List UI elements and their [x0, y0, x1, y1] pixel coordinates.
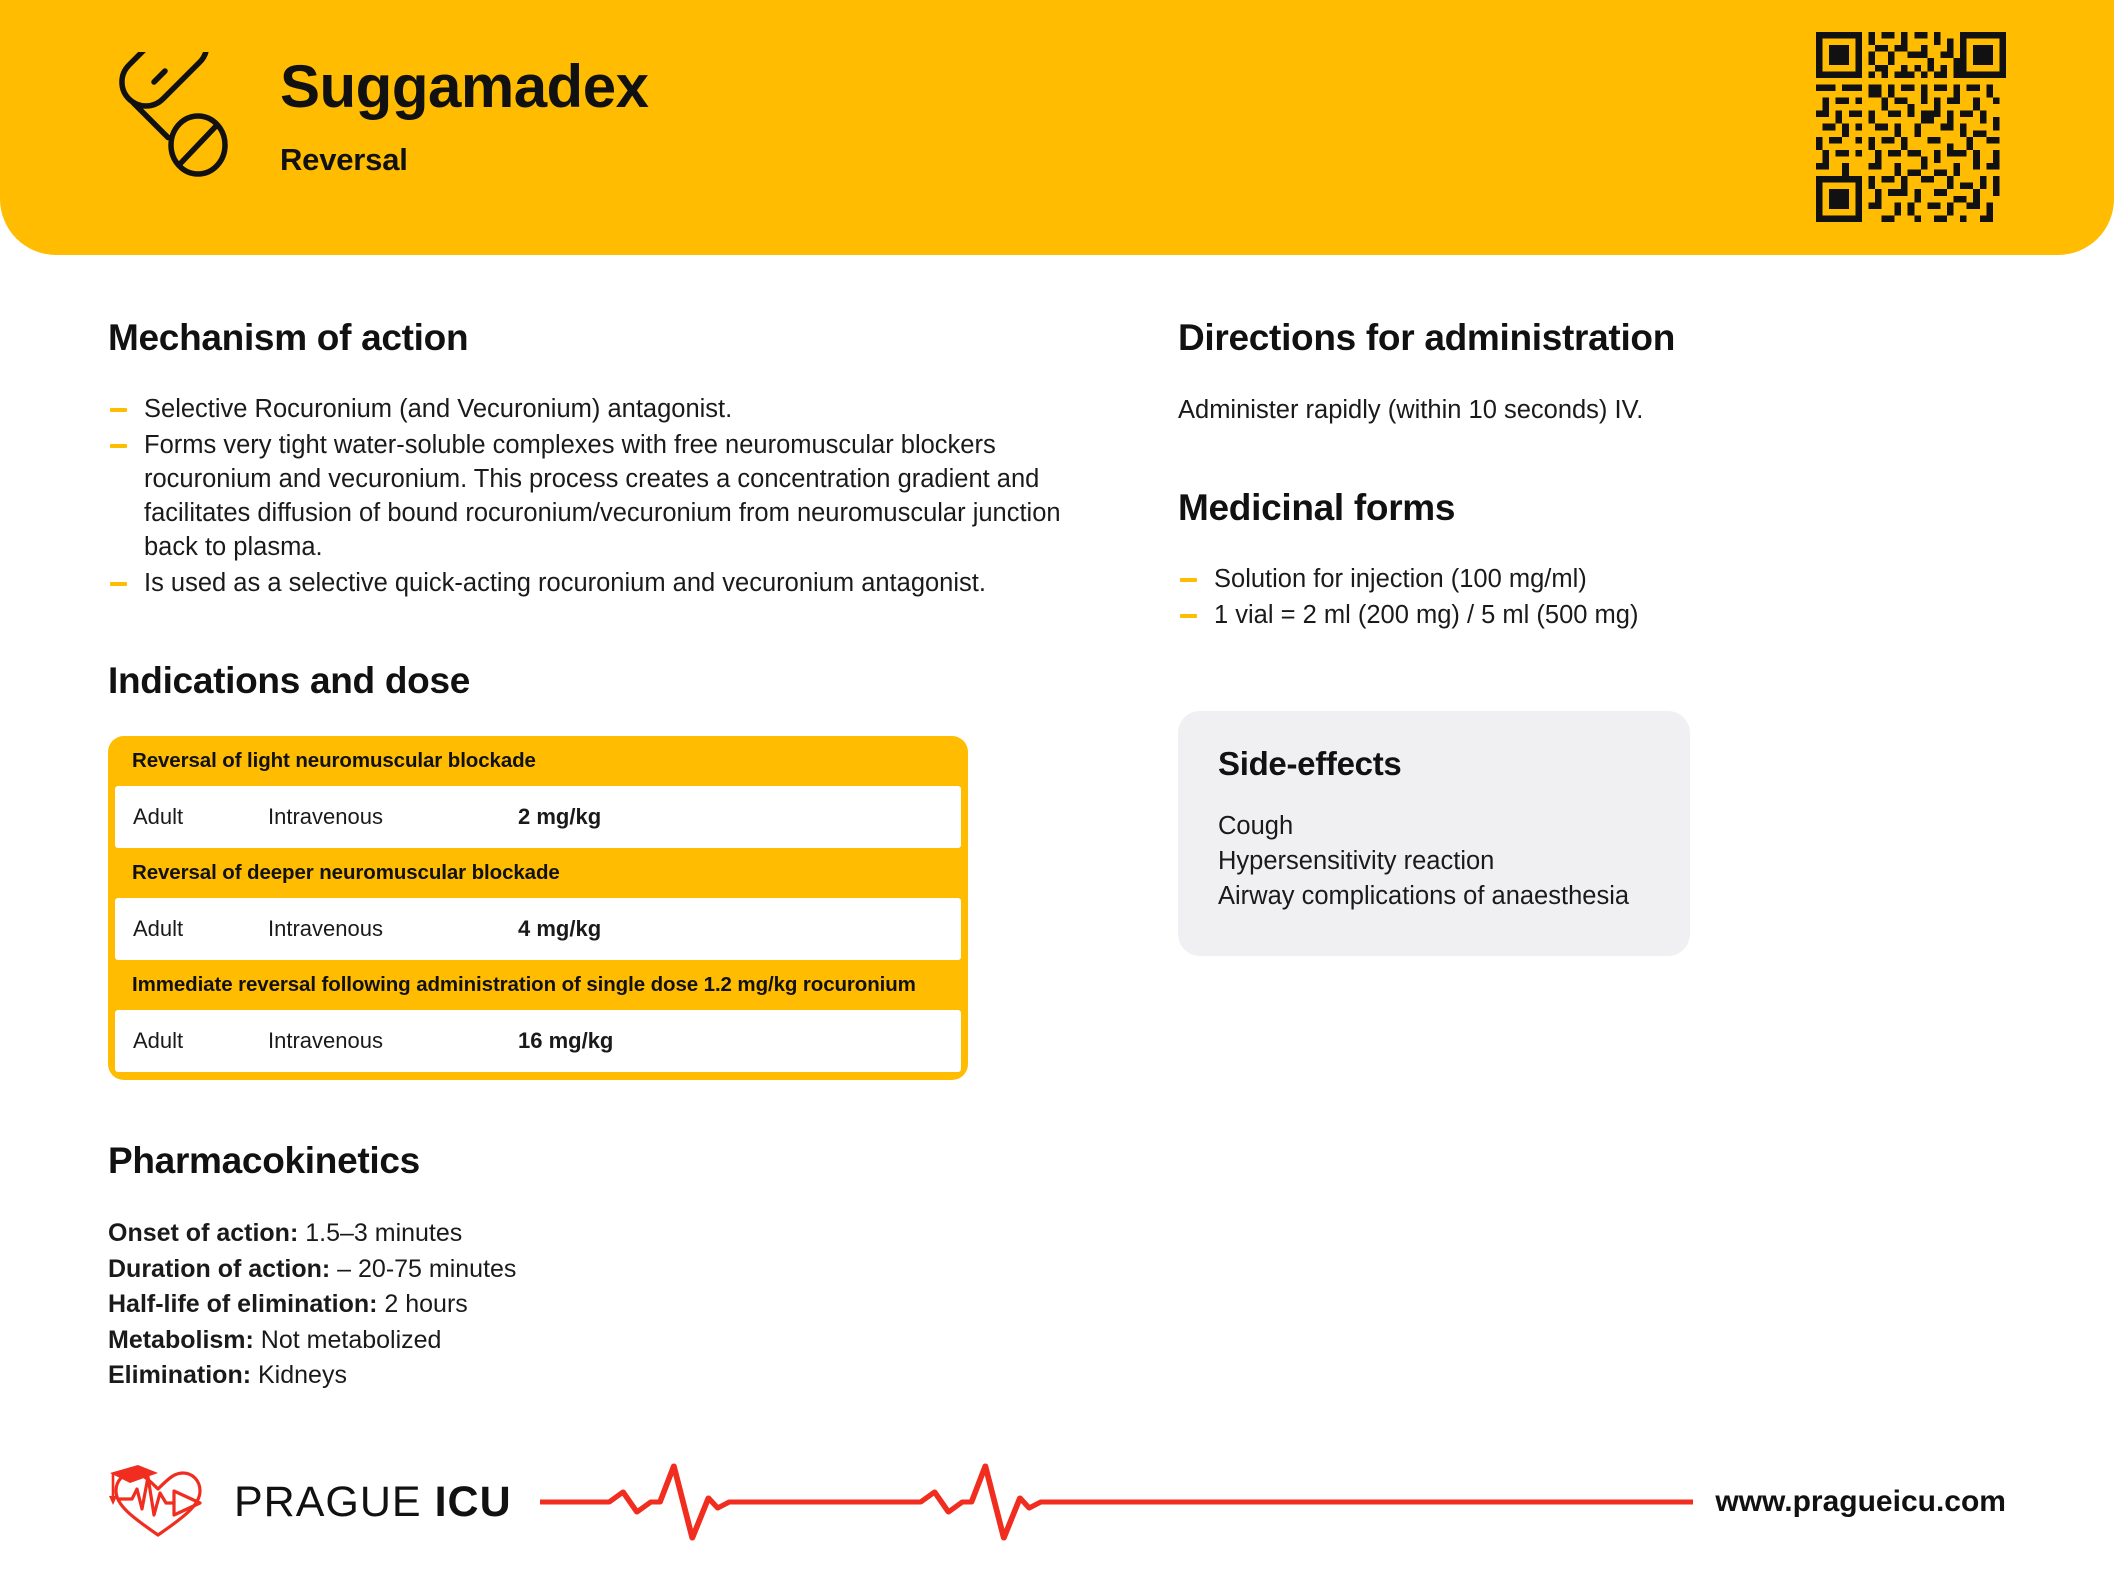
mechanism-list [108, 393, 1068, 600]
dose-amount: 16 mg/kg [518, 1028, 614, 1054]
pk-label: Elimination: [108, 1361, 252, 1390]
dose-route: Intravenous [268, 916, 383, 942]
list-item: Is used as a selective quick-acting rocuronium and vecuronium antagonist. [108, 567, 1068, 601]
side-effect-item: Cough [1218, 812, 1294, 841]
medicinal-forms-list [1178, 563, 2008, 633]
left-column [108, 255, 1068, 1394]
pk-value: 2 hours [377, 1290, 468, 1319]
list-item: Solution for injection (100 mg/ml) [1178, 563, 2008, 597]
dose-population: Adult [133, 1028, 184, 1054]
website-url[interactable]: www.pragueicu.com [1715, 1485, 2006, 1518]
dose-route: Intravenous [268, 1028, 383, 1054]
table-row [115, 1010, 961, 1072]
pk-entry [108, 1252, 1068, 1288]
list-item: Forms very tight water-soluble complexes with free neuromuscular blockers rocuronium and vecuronium. This process creates a concentration gradient and facilitates diffusion of bound rocuronium/vecuronium from neuromuscular junction back to plasma. [108, 429, 1068, 565]
dose-amount: 2 mg/kg [518, 804, 602, 830]
side-effect-item: Airway complications of anaesthesia [1218, 882, 1630, 911]
drug-name: Suggamadex [280, 52, 649, 120]
pk-value: – 20-75 minutes [330, 1254, 517, 1283]
drug-class: Reversal [280, 141, 408, 177]
brand-name [234, 1478, 512, 1527]
indications-title: Indications and dose [108, 660, 470, 702]
pharmacokinetics-title: Pharmacokinetics [108, 1140, 420, 1182]
brand-logo [108, 1463, 512, 1541]
pharmacokinetics-list [108, 1216, 1068, 1394]
qr-code-icon[interactable] [1816, 32, 2006, 222]
pk-label: Metabolism: [108, 1325, 254, 1354]
list-item: 1 vial = 2 ml (200 mg) / 5 ml (500 mg) [1178, 599, 2008, 633]
medicinal-forms-title: Medicinal forms [1178, 487, 1456, 529]
brand-primary: PRAGUE [234, 1477, 422, 1526]
pk-value: Not metabolized [253, 1325, 442, 1354]
pk-label: Onset of action: [108, 1219, 299, 1248]
pk-value: Kidneys [251, 1361, 347, 1390]
list-item: Selective Rocuronium (and Vecuronium) antagonist. [108, 393, 1068, 427]
pk-entry [108, 1287, 1068, 1323]
dose-population: Adult [133, 916, 184, 942]
dose-group-heading: Reversal of deeper neuromuscular blockade [132, 861, 560, 885]
card-footer [0, 1417, 2114, 1587]
side-effects-title: Side-effects [1218, 745, 1402, 783]
dose-table [108, 736, 968, 1080]
directions-text: Administer rapidly (within 10 seconds) IV. [1178, 396, 1644, 424]
pk-label: Half-life of elimination: [108, 1290, 378, 1319]
ecg-line-icon [540, 1462, 1694, 1542]
pill-capsule-icon [108, 52, 236, 180]
dose-amount: 4 mg/kg [518, 916, 602, 942]
directions-title: Directions for administration [1178, 317, 1676, 358]
card-header [0, 0, 2114, 255]
table-row [115, 786, 961, 848]
dose-route: Intravenous [268, 804, 383, 830]
side-effects-box [1178, 711, 1690, 956]
dose-group-heading: Immediate reversal following administration of single dose 1.2 mg/kg rocuronium [132, 973, 916, 997]
card-body [0, 255, 2114, 1394]
header-title-group [108, 52, 648, 180]
pk-label: Duration of action: [108, 1254, 331, 1283]
pk-entry [108, 1358, 1068, 1394]
right-column [1178, 255, 2008, 1394]
brand-secondary: ICU [434, 1477, 512, 1526]
table-row [115, 898, 961, 960]
pk-entry [108, 1216, 1068, 1252]
dose-population: Adult [133, 804, 184, 830]
side-effect-item: Hypersensitivity reaction [1218, 847, 1495, 876]
title-block [280, 52, 649, 178]
dose-group-heading: Reversal of light neuromuscular blockade [132, 749, 536, 773]
mechanism-title: Mechanism of action [108, 317, 469, 358]
pk-value: 1.5–3 minutes [298, 1219, 463, 1248]
pk-entry [108, 1323, 1068, 1359]
heart-ecg-graduation-cap-icon [108, 1463, 208, 1541]
